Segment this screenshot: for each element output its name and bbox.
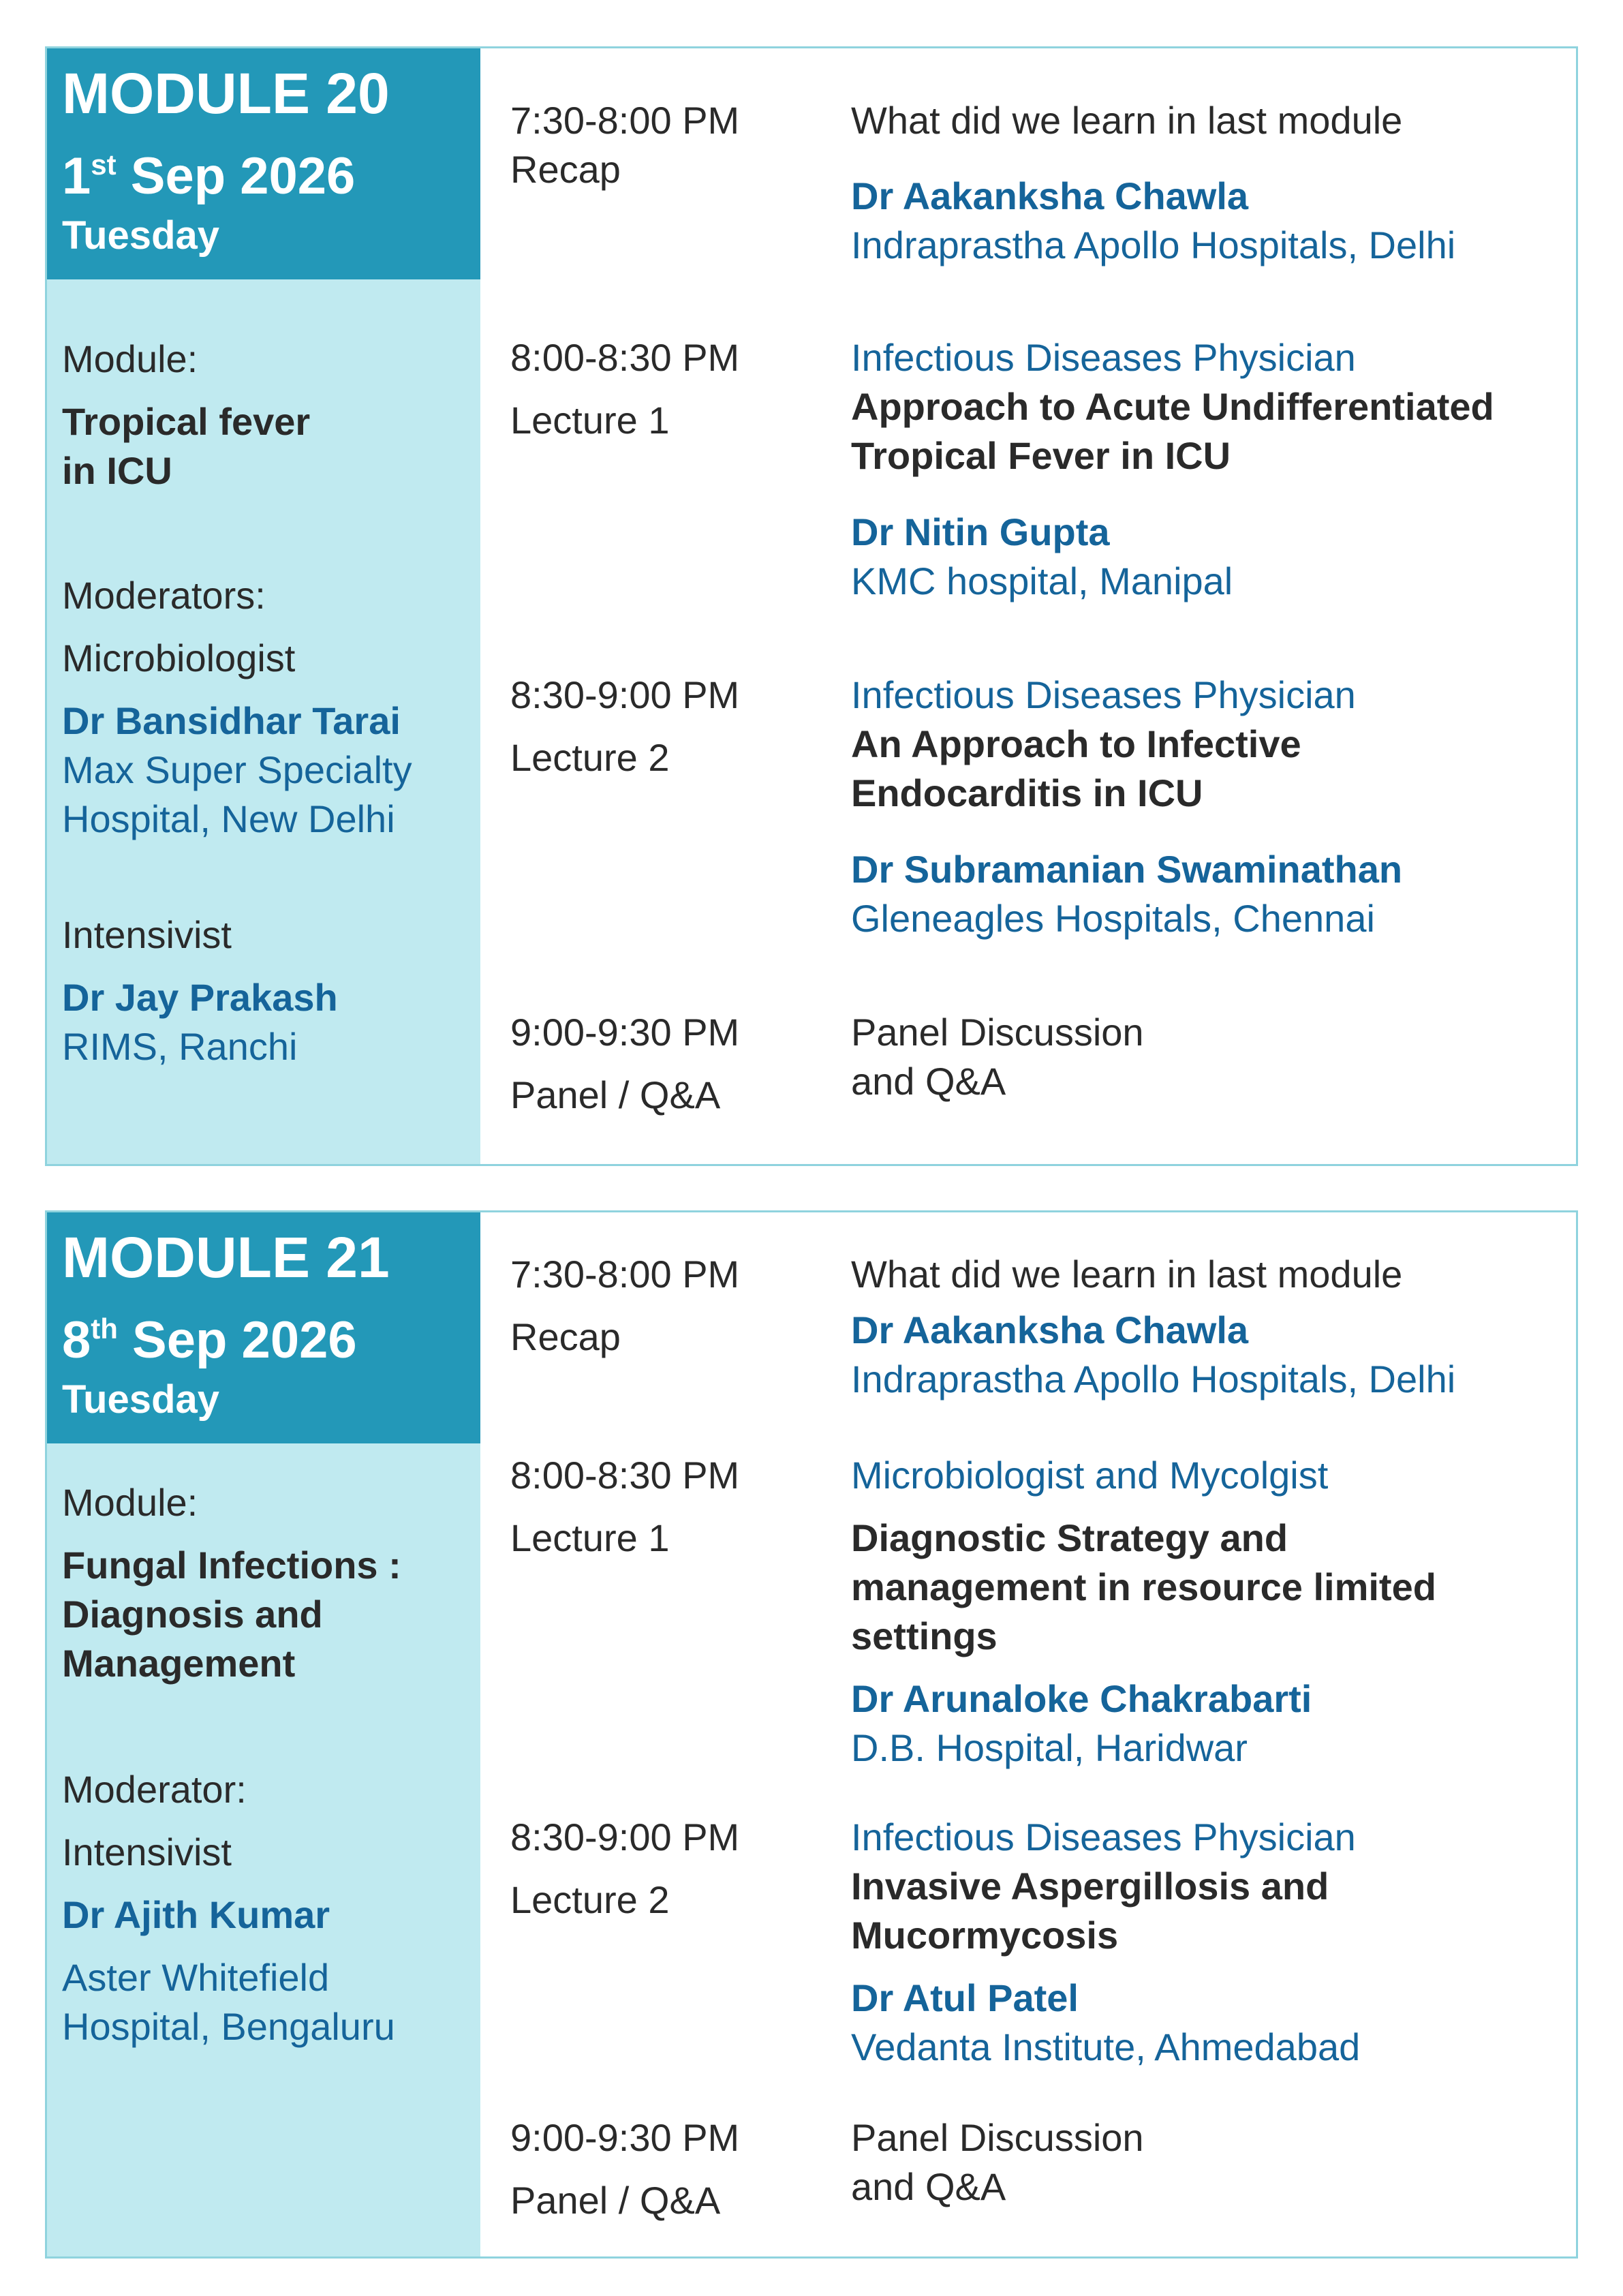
module-date: 8th Sep 2026 — [62, 1311, 357, 1369]
module-label: Module: — [62, 1481, 198, 1524]
speaker-speciality: Microbiologist and Mycolgist — [851, 1454, 1329, 1497]
speaker-affiliation: D.B. Hospital, Haridwar — [851, 1726, 1248, 1769]
session-title: Diagnostic Strategy and — [851, 1516, 1288, 1559]
moderator-role: Intensivist — [62, 1831, 232, 1873]
session-title: Panel Discussion — [851, 1011, 1144, 1054]
session-type: Lecture 1 — [510, 1516, 670, 1559]
session-time: 7:30-8:00 PM — [510, 1253, 740, 1296]
session-type: Lecture 2 — [510, 1878, 670, 1921]
module-topic-line: Tropical fever — [62, 400, 311, 443]
session-type: Recap — [510, 148, 621, 191]
module-header — [47, 1212, 480, 1443]
session-time: 8:30-9:00 PM — [510, 673, 740, 716]
speaker-affiliation: Gleneagles Hospitals, Chennai — [851, 897, 1375, 940]
session-title: Approach to Acute Undifferentiated — [851, 385, 1494, 428]
session-title: Tropical Fever in ICU — [851, 434, 1231, 477]
session-title: What did we learn in last module — [851, 1253, 1403, 1296]
session-type: Lecture 1 — [510, 399, 670, 442]
speaker-affiliation: Vedanta Institute, Ahmedabad — [851, 2025, 1361, 2068]
speaker-speciality: Infectious Diseases Physician — [851, 336, 1356, 379]
module-weekday: Tuesday — [62, 1377, 220, 1422]
moderators-label: Moderators: — [62, 574, 266, 617]
speaker-affiliation: Indraprastha Apollo Hospitals, Delhi — [851, 1358, 1456, 1400]
speaker-name: Dr Aakanksha Chawla — [851, 1308, 1249, 1351]
speaker-affiliation: KMC hospital, Manipal — [851, 560, 1233, 602]
session-type: Panel / Q&A — [510, 2179, 721, 2222]
moderator-role: Intensivist — [62, 913, 232, 956]
session-title: and Q&A — [851, 2165, 1006, 2208]
moderators-label: Moderator: — [62, 1768, 247, 1811]
module-info-panel — [47, 48, 480, 1164]
module-title: MODULE 21 — [62, 1225, 390, 1289]
session-type: Panel / Q&A — [510, 1073, 721, 1116]
speaker-speciality: Infectious Diseases Physician — [851, 673, 1356, 716]
moderator-affiliation: Aster Whitefield — [62, 1956, 330, 1999]
session-title: Invasive Aspergillosis and — [851, 1865, 1329, 1908]
moderator-role: Microbiologist — [62, 637, 296, 679]
session-title: What did we learn in last module — [851, 99, 1403, 142]
speaker-name: Dr Aakanksha Chawla — [851, 174, 1249, 217]
moderator-affiliation: Hospital, New Delhi — [62, 797, 395, 840]
speaker-name: Dr Atul Patel — [851, 1976, 1079, 2019]
module-header — [47, 48, 480, 279]
moderator-affiliation: Max Super Specialty — [62, 748, 412, 791]
session-title: Endocarditis in ICU — [851, 771, 1203, 814]
module-21-card — [45, 1210, 1578, 2259]
module-label: Module: — [62, 337, 198, 380]
module-topic-line: Fungal Infections : — [62, 1544, 401, 1587]
moderator-name: Dr Ajith Kumar — [62, 1893, 330, 1936]
module-topic-line: Diagnosis and — [62, 1593, 323, 1636]
session-time: 8:00-8:30 PM — [510, 1454, 740, 1497]
module-topic-line: Management — [62, 1642, 296, 1685]
speaker-name: Dr Arunaloke Chakrabarti — [851, 1677, 1312, 1720]
speaker-name: Dr Subramanian Swaminathan — [851, 848, 1403, 891]
session-title: management in resource limited — [851, 1565, 1436, 1608]
session-type: Lecture 2 — [510, 736, 670, 779]
module-date: 1st Sep 2026 — [62, 147, 356, 205]
session-time: 8:00-8:30 PM — [510, 336, 740, 379]
module-topic-line: in ICU — [62, 449, 172, 492]
module-info-panel — [47, 1212, 480, 2256]
session-title: An Approach to Infective — [851, 722, 1301, 765]
session-time: 7:30-8:00 PM — [510, 99, 740, 142]
speaker-name: Dr Nitin Gupta — [851, 510, 1110, 553]
session-title: and Q&A — [851, 1060, 1006, 1103]
moderator-name: Dr Jay Prakash — [62, 976, 338, 1019]
session-time: 9:00-9:30 PM — [510, 1011, 740, 1054]
module-20-card — [45, 46, 1578, 1166]
module-title: MODULE 20 — [62, 61, 390, 125]
session-time: 8:30-9:00 PM — [510, 1816, 740, 1858]
moderator-affiliation: Hospital, Bengaluru — [62, 2005, 395, 2048]
session-type: Recap — [510, 1315, 621, 1358]
session-title: settings — [851, 1614, 998, 1657]
moderator-name: Dr Bansidhar Tarai — [62, 699, 401, 742]
session-title: Mucormycosis — [851, 1914, 1119, 1957]
session-time: 9:00-9:30 PM — [510, 2116, 740, 2159]
module-weekday: Tuesday — [62, 213, 220, 258]
session-title: Panel Discussion — [851, 2116, 1144, 2159]
speaker-affiliation: Indraprastha Apollo Hospitals, Delhi — [851, 224, 1456, 266]
speaker-speciality: Infectious Diseases Physician — [851, 1816, 1356, 1858]
moderator-affiliation: RIMS, Ranchi — [62, 1025, 298, 1068]
